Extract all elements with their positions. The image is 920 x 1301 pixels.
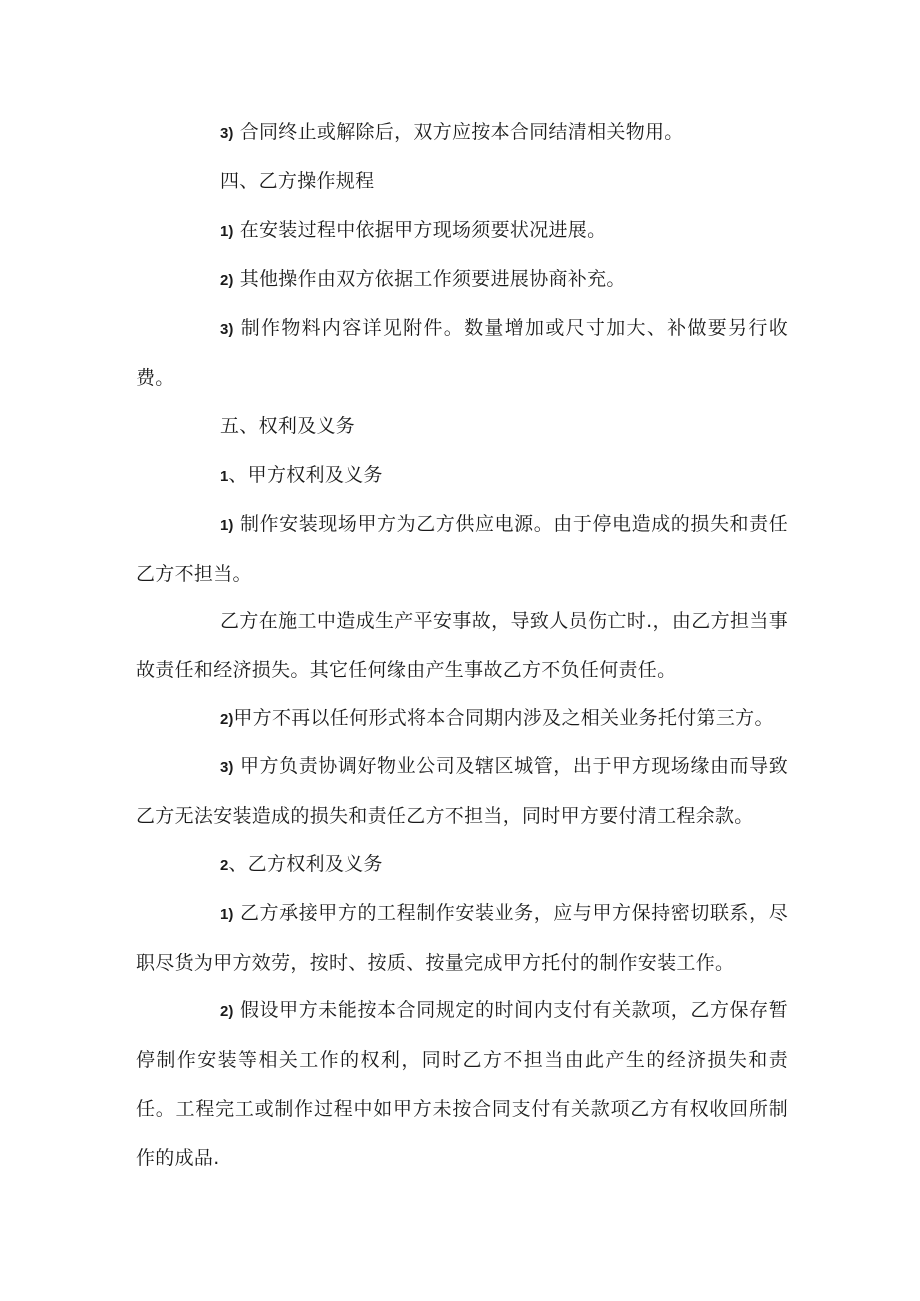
heading-text: 、乙方权利及义务 xyxy=(228,853,383,875)
item-number: 2) xyxy=(220,272,234,289)
heading-text: 四、乙方操作规程 xyxy=(220,170,375,192)
subheading-party-a xyxy=(136,451,788,501)
subheading-party-b xyxy=(136,840,788,890)
paragraph-text: 乙方在施工中造成生产平安事故，导致人员伤亡时.，由乙方担当事故责任和经济损失。其它任何缘由产生事故乙方不负任何责任。 xyxy=(136,610,788,681)
item-number: 1) xyxy=(220,517,234,534)
paragraph-materials xyxy=(136,304,788,403)
item-number: 1 xyxy=(220,468,229,485)
paragraph-text: 其他操作由双方依据工作须要进展协商补充。 xyxy=(239,268,626,290)
paragraph-safety-accident xyxy=(136,597,788,695)
paragraph-text: 在安装过程中依据甲方现场须要状况进展。 xyxy=(239,219,607,241)
paragraph-coordination xyxy=(136,742,788,841)
item-number: 2 xyxy=(220,857,229,874)
paragraph-text: 制作物料内容详见附件。数量增加或尺寸加大、补做要另行收费。 xyxy=(136,317,789,389)
paragraph-payment-suspension xyxy=(136,986,788,1183)
section-heading-rights-obligations xyxy=(136,402,788,451)
item-number: 1) xyxy=(220,906,234,923)
paragraph-text: 甲方不再以任何形式将本合同期内涉及之相关业务托付第三方。 xyxy=(233,707,774,729)
paragraph-power-supply xyxy=(136,500,788,599)
paragraph-text: 制作安装现场甲方为乙方供应电源。由于停电造成的损失和责任乙方不担当。 xyxy=(136,513,788,585)
item-number: 3) xyxy=(220,759,234,776)
paragraph-text: 甲方负责协调好物业公司及辖区城管，出于甲方现场缘由而导致乙方无法安装造成的损失和责任乙方不担当，同时甲方要付清工程余款。 xyxy=(136,755,788,827)
item-number: 1) xyxy=(220,223,234,240)
heading-text: 五、权利及义务 xyxy=(220,415,356,437)
paragraph-install-process xyxy=(136,206,788,256)
paragraph-text: 合同终止或解除后，双方应按本合同结清相关物用。 xyxy=(239,121,684,143)
section-heading-operation-rules xyxy=(136,157,788,206)
paragraph-party-b-duties xyxy=(136,889,788,988)
paragraph-no-third-party xyxy=(136,694,788,744)
item-number: 2) xyxy=(220,711,234,728)
paragraph-contract-termination xyxy=(136,108,788,158)
paragraph-other-operations xyxy=(136,255,788,305)
item-number: 3) xyxy=(220,125,234,142)
paragraph-text: 乙方承接甲方的工程制作安装业务，应与甲方保持密切联系，尽职尽货为甲方效劳，按时、按质、按量完成甲方托付的制作安装工作。 xyxy=(136,902,788,974)
item-number: 2) xyxy=(220,1003,234,1020)
paragraph-text: 假设甲方未能按本合同规定的时间内支付有关款项，乙方保存暂停制作安装等相关工作的权利，同时乙方不担当由此产生的经济损失和责任。工程完工或制作过程中如甲方未按合同支付有关款项乙方有权收回所制作的成品. xyxy=(136,999,788,1169)
item-number: 3) xyxy=(220,321,234,338)
heading-text: 、甲方权利及义务 xyxy=(228,464,383,486)
